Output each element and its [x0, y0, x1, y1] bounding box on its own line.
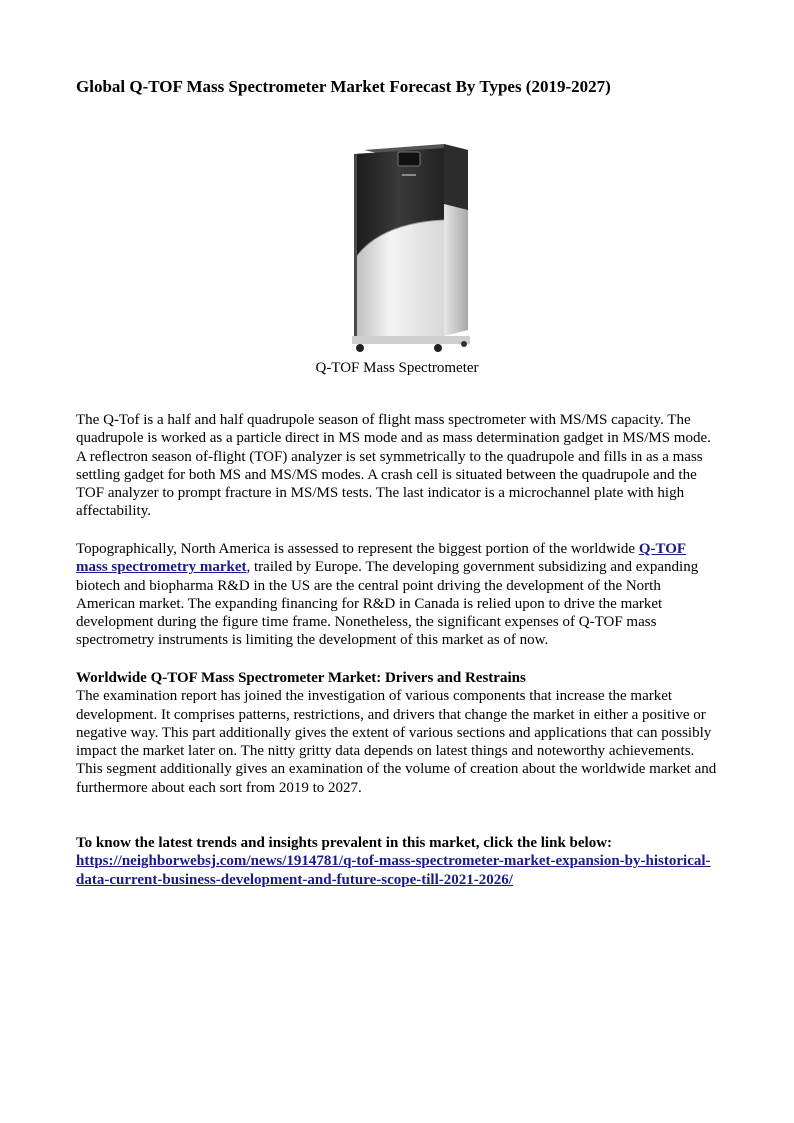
source-url-link[interactable]: https://neighborwebsj.com/news/1914781/q-tof-mass-spectrometer-market-expansion-by-historical-data-current-business-development-and-future-scope-till-2021-2026/: [76, 853, 711, 888]
page-title: Global Q-TOF Mass Spectrometer Market Forecast By Types (2019-2027): [76, 77, 611, 96]
drivers-heading: Worldwide Q-TOF Mass Spectrometer Market: Drivers and Restrains: [76, 670, 526, 686]
intro-paragraph: The Q-Tof is a half and half quadrupole season of flight mass spectrometer with MS/MS capacity. The quadrupole is worked as a particle direct in MS mode and as mass determination gadget in MS/MS mode. A reflectron season of-flight (TOF) analyzer is set symmetrically to the quadrupole and fills in as a mass settling gadget for both MS and MS/MS modes. A crash cell is situated between the quadrupole and the TOF analyzer to prompt fracture in MS/MS tests. The last indicator is a microchannel plate with high affectability.: [76, 412, 711, 520]
drivers-section: [76, 669, 720, 797]
spectrometer-illustration: [340, 140, 474, 360]
regional-paragraph: [76, 540, 720, 650]
regional-text-after: , trailed by Europe. The developing government subsidizing and expanding biotech and biopharma R&D in the US are the central point driving the development of the North American market. The expanding financing for R&D in Canada is relied upon to drive the market development during the figure time frame. Nonetheless, the significant expenses of Q-TOF mass spectrometry instruments is limiting the development of this market as of now.: [76, 559, 699, 649]
cta-heading: To know the latest trends and insights prevalent in this market, click the link below:: [76, 835, 613, 851]
spectrometer-image: [340, 140, 474, 360]
regional-text-before: Topographically, North America is assessed to represent the biggest portion of the worldwide: [76, 541, 639, 557]
qtof-market-link[interactable]: Q-TOF mass spectrometry market: [76, 541, 687, 576]
cta-section: [76, 834, 720, 889]
drivers-text: The examination report has joined the investigation of various components that increase the market development. It comprises patterns, restrictions, and drivers that change the market in either a positive or negative way. This part additionally gives the extent of various sections and applications that can possibly impact the market later on. The nitty gritty data depends on latest things and noteworthy achievements. This segment additionally gives an examination of the volume of creation about the worldwide market and furthermore about each sort from 2019 to 2027.: [76, 688, 717, 796]
figure-caption: Q-TOF Mass Spectrometer: [315, 360, 479, 376]
